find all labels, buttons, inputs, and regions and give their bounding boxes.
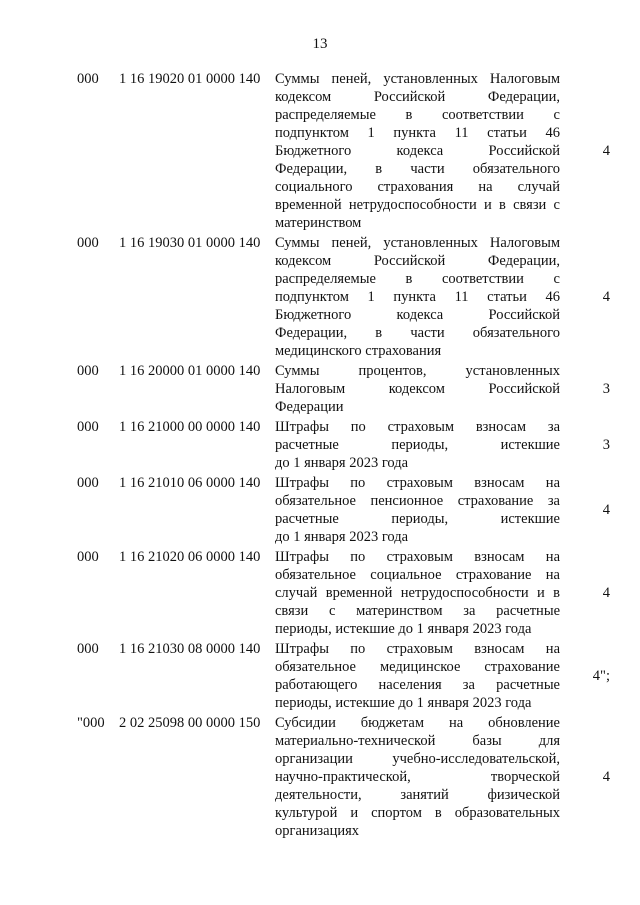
revenue-name-line: Суммы пеней, установленных Налоговым <box>275 71 560 87</box>
admin-code: 000 <box>77 419 99 435</box>
revenue-name-line: Штрафы по страховым взносам на <box>275 549 560 565</box>
revenue-name <box>275 234 560 360</box>
table-row <box>0 640 640 712</box>
admin-code: 000 <box>77 475 99 491</box>
revenue-name <box>275 362 560 416</box>
revenue-name-line: Федерации, в части обязательного <box>275 325 560 341</box>
revenue-name-line: расчетные периоды, истекшие <box>275 511 560 527</box>
distribution-norm: 4 <box>602 585 610 601</box>
admin-code: 000 <box>77 549 99 565</box>
distribution-norm: 4"; <box>592 668 610 684</box>
revenue-name-line: культурой и спортом в образовательных <box>275 805 560 821</box>
revenue-name-line: Суммы пеней, установленных Налоговым <box>275 235 560 251</box>
revenue-name-line: связи с материнством за расчетные <box>275 603 560 619</box>
revenue-name-line: временной нетрудоспособности и в связи с <box>275 197 560 213</box>
revenue-name-line: социального страхования на случай <box>275 179 560 195</box>
table-row <box>0 474 640 546</box>
revenue-name-line: научно-практической, творческой <box>275 769 560 785</box>
revenue-name <box>275 714 560 840</box>
table-row <box>0 70 640 232</box>
revenue-name-line: расчетные периоды, истекшие <box>275 437 560 453</box>
revenue-name-line: материнством <box>275 215 362 231</box>
revenue-name <box>275 418 560 472</box>
revenue-name-line: периоды, истекшие до 1 января 2023 года <box>275 695 532 711</box>
revenue-name-line: Субсидии бюджетам на обновление <box>275 715 560 731</box>
revenue-name <box>275 548 560 638</box>
revenue-name-line: кодексом Российской Федерации, <box>275 253 560 269</box>
revenue-name-line: Бюджетного кодекса Российской <box>275 143 560 159</box>
revenue-name-line: до 1 января 2023 года <box>275 529 409 545</box>
revenue-name-line: кодексом Российской Федерации, <box>275 89 560 105</box>
budget-classification-code: 1 16 21000 00 0000 140 <box>119 419 261 435</box>
budget-classification-code: 1 16 21020 06 0000 140 <box>119 549 261 565</box>
revenue-code-table <box>0 70 640 842</box>
revenue-name-line: организации учебно-исследовательской, <box>275 751 560 767</box>
table-row <box>0 714 640 840</box>
revenue-name-line: организациях <box>275 823 360 839</box>
distribution-norm: 3 <box>602 437 610 453</box>
admin-code: 000 <box>77 641 99 657</box>
revenue-name <box>275 640 560 712</box>
admin-code: 000 <box>77 235 99 251</box>
revenue-name-line: Федерации <box>275 399 344 415</box>
distribution-norm: 4 <box>602 289 610 305</box>
table-row <box>0 418 640 472</box>
revenue-name-line: обязательное социальное страхование на <box>275 567 560 583</box>
revenue-name-line: Суммы процентов, установленных <box>275 363 560 379</box>
distribution-norm: 4 <box>602 502 610 518</box>
budget-classification-code: 1 16 21010 06 0000 140 <box>119 475 261 491</box>
revenue-name-line: деятельности, занятий физической <box>275 787 560 803</box>
distribution-norm: 4 <box>602 143 610 159</box>
revenue-name-line: обязательное медицинское страхование <box>275 659 560 675</box>
revenue-name-line: Федерации, в части обязательного <box>275 161 560 177</box>
table-row <box>0 234 640 360</box>
table-row <box>0 548 640 638</box>
revenue-name-line: медицинского страхования <box>275 343 442 359</box>
revenue-name-line: обязательное пенсионное страхование за <box>275 493 560 509</box>
distribution-norm: 4 <box>602 769 610 785</box>
revenue-name-line: Бюджетного кодекса Российской <box>275 307 560 323</box>
revenue-name-line: Штрафы по страховым взносам за <box>275 419 560 435</box>
revenue-name-line: случай временной нетрудоспособности и в <box>275 585 560 601</box>
budget-classification-code: 1 16 19020 01 0000 140 <box>119 71 261 87</box>
revenue-name-line: периоды, истекшие до 1 января 2023 года <box>275 621 532 637</box>
revenue-name-line: до 1 января 2023 года <box>275 455 409 471</box>
revenue-name-line: работающего населения за расчетные <box>275 677 560 693</box>
revenue-name-line: распределяемые в соответствии с <box>275 271 560 287</box>
budget-classification-code: 2 02 25098 00 0000 150 <box>119 715 261 731</box>
revenue-name-line: материально-технической базы для <box>275 733 560 749</box>
revenue-name <box>275 474 560 546</box>
distribution-norm: 3 <box>602 381 610 397</box>
budget-classification-code: 1 16 19030 01 0000 140 <box>119 235 261 251</box>
revenue-name <box>275 70 560 232</box>
revenue-name-line: подпунктом 1 пункта 11 статьи 46 <box>275 289 560 305</box>
revenue-name-line: подпунктом 1 пункта 11 статьи 46 <box>275 125 560 141</box>
budget-classification-code: 1 16 21030 08 0000 140 <box>119 641 261 657</box>
admin-code: "000 <box>77 715 105 731</box>
page-number: 13 <box>312 36 328 52</box>
revenue-name-line: Налоговым кодексом Российской <box>275 381 560 397</box>
admin-code: 000 <box>77 71 99 87</box>
table-row <box>0 362 640 416</box>
admin-code: 000 <box>77 363 99 379</box>
budget-classification-code: 1 16 20000 01 0000 140 <box>119 363 261 379</box>
revenue-name-line: распределяемые в соответствии с <box>275 107 560 123</box>
revenue-name-line: Штрафы по страховым взносам на <box>275 475 560 491</box>
revenue-name-line: Штрафы по страховым взносам на <box>275 641 560 657</box>
